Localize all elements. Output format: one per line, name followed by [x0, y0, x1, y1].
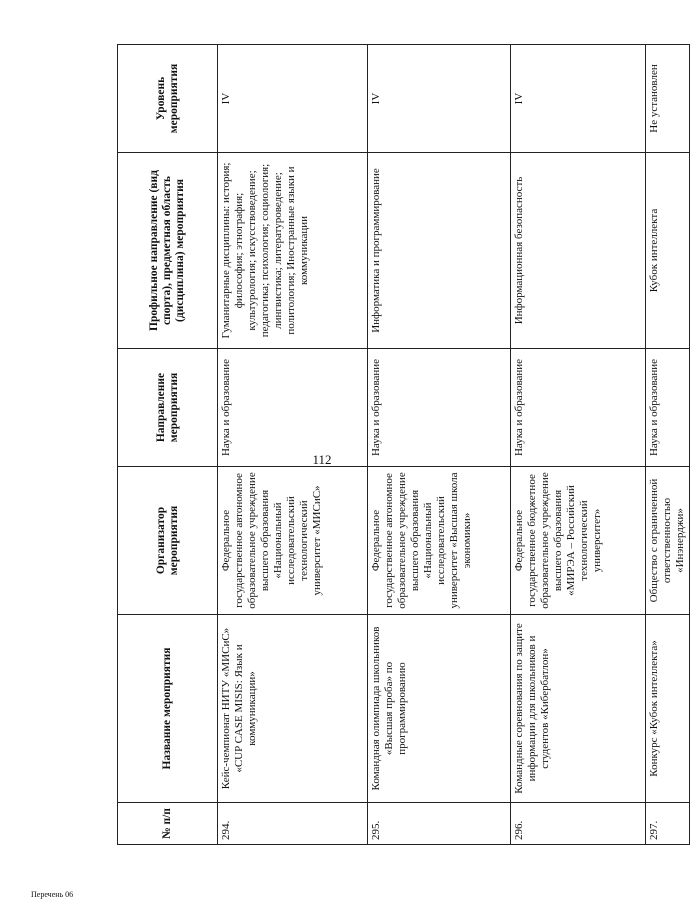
row-organizer: Федеральное государственное бюджетное образовательное учреждение высшего образования «МИРЭА – Российский технологический университет»: [511, 467, 646, 615]
row-organizer: Федеральное государственное автономное образовательное учреждение высшего образования «Национальный исследовательский технологический университет «МИСиС»: [218, 467, 368, 615]
events-table: [117, 44, 690, 845]
rotated-table-wrapper: [117, 45, 686, 845]
header-profile: Профильное направление (вид спорта), предметная область (дисциплина) мероприятия: [118, 153, 218, 349]
row-direction: Наука и образование: [368, 349, 511, 467]
table-header-row: [118, 45, 218, 845]
table-row: [218, 45, 368, 845]
table-row: [646, 45, 690, 845]
row-level: IV: [218, 45, 368, 153]
row-direction: Наука и образование: [511, 349, 646, 467]
row-direction: Наука и образование: [218, 349, 368, 467]
table-row: [368, 45, 511, 845]
header-level: Уровень мероприятия: [118, 45, 218, 153]
row-name: Командные соревнования по защите информации для школьников и студентов «Кибербатлон»: [511, 615, 646, 803]
page-number: 112: [312, 452, 332, 467]
row-profile: Гуманитарные дисциплины: история; философия; этнография; культурология; искусствоведение; педагогика; психология; социология; лингвистика; литературоведение; политология; Иностранные языки и коммуникации: [218, 153, 368, 349]
row-name: Командная олимпиада школьников «Высшая проба» по программированию: [368, 615, 511, 803]
row-num: 296.: [511, 803, 646, 845]
header-num: № п/п: [118, 803, 218, 845]
row-num: 295.: [368, 803, 511, 845]
row-level: Не установлен: [646, 45, 690, 153]
row-num: 294.: [218, 803, 368, 845]
row-organizer: Федеральное государственное автономное образовательное учреждение высшего образования «Национальный исследовательский университет «Высшая школа экономики»: [368, 467, 511, 615]
row-direction: Наука и образование: [646, 349, 690, 467]
row-name: Конкурс «Кубок интеллекта»: [646, 615, 690, 803]
row-profile: Информатика и программирование: [368, 153, 511, 349]
row-num: 297.: [646, 803, 690, 845]
row-profile: Информационная безопасность: [511, 153, 646, 349]
row-organizer: Общество с ограниченной ответственностью «Инэнерджи»: [646, 467, 690, 615]
header-name: Название мероприятия: [118, 615, 218, 803]
header-organizer: Организатор мероприятия: [118, 467, 218, 615]
table-row: [511, 45, 646, 845]
row-name: Кейс-чемпионат НИТУ «МИСиС» «CUP CASE MISIS: Язык и коммуникации»: [218, 615, 368, 803]
header-direction: Направление мероприятия: [118, 349, 218, 467]
row-level: IV: [368, 45, 511, 153]
row-level: IV: [511, 45, 646, 153]
row-profile: Кубок интеллекта: [646, 153, 690, 349]
footer-note: Перечень 06: [31, 890, 74, 899]
